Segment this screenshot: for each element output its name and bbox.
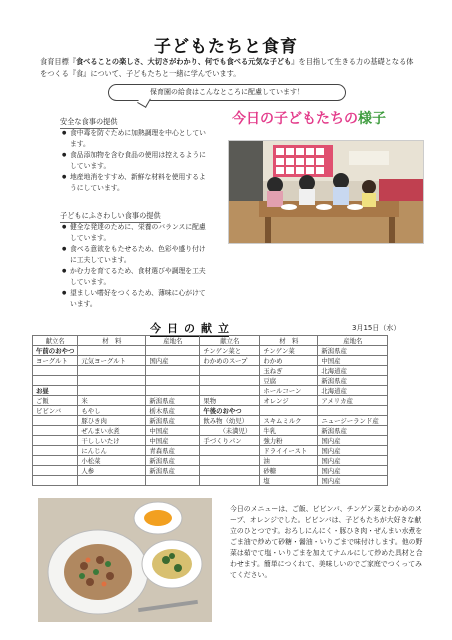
menu-cell: 国内産: [146, 356, 200, 366]
menu-cell: （未満児）: [200, 426, 260, 436]
speech-bubble: 保育園の給食はこんなところに配慮しています！: [108, 84, 346, 101]
menu-row: [33, 346, 388, 356]
menu-cell: [33, 446, 78, 456]
menu-table: [32, 335, 388, 486]
menu-cell: [78, 376, 146, 386]
menu-row: [33, 406, 388, 416]
menu-cell: 国内産: [318, 476, 388, 486]
menu-row: [33, 426, 388, 436]
menu-cell: [78, 386, 146, 396]
menu-cell: 青森県産: [146, 446, 200, 456]
menu-cell: オレンジ: [260, 396, 318, 406]
menu-cell: [200, 366, 260, 376]
menu-heading: 今日の献立: [150, 322, 235, 335]
menu-cell: [33, 456, 78, 466]
menu-cell: 新潟県産: [318, 346, 388, 356]
suitable-section-title: 子どもにふさわしい食事の提供: [60, 211, 161, 223]
menu-cell: 午後のおやつ: [200, 406, 260, 416]
intro-text: [40, 56, 420, 80]
menu-cell: ヨーグルト: [33, 356, 78, 366]
page-title: 子どもたちと食育: [154, 37, 298, 57]
menu-cell: 国内産: [318, 466, 388, 476]
menu-cell: ビビンバ: [33, 406, 78, 416]
menu-header-cell: 材 料: [260, 336, 318, 346]
menu-cell: [33, 416, 78, 426]
menu-body: [33, 346, 388, 486]
menu-cell: [200, 476, 260, 486]
menu-cell: 手づくりパン: [200, 436, 260, 446]
intro-rest: 』を目指して生きる力の基礎となる体をつくる『食』について、子どもたちと一緒に学んでいます。: [40, 57, 414, 78]
menu-cell: お昼: [33, 386, 78, 396]
menu-cell: 中国産: [146, 436, 200, 446]
menu-cell: ドライイースト: [260, 446, 318, 456]
menu-cell: 新潟県産: [146, 456, 200, 466]
menu-cell: [33, 466, 78, 476]
menu-cell: [200, 456, 260, 466]
safety-section-title: 安全な食事の提供: [60, 117, 118, 129]
menu-cell: 午前のおやつ: [33, 346, 78, 356]
menu-cell: 油: [260, 456, 318, 466]
menu-cell: にんじん: [78, 446, 146, 456]
menu-cell: 新潟県産: [318, 426, 388, 436]
menu-row: [33, 446, 388, 456]
suitable-item: ● 望ましい嗜好をつくるため、薄味に心がけています。: [62, 288, 212, 310]
menu-cell: [78, 476, 146, 486]
menu-header-cell: 献立名: [33, 336, 78, 346]
menu-cell: ニュージーランド産: [318, 416, 388, 426]
suitable-list: [62, 222, 212, 310]
menu-cell: 果物: [200, 396, 260, 406]
menu-cell: [78, 346, 146, 356]
menu-cell: [146, 346, 200, 356]
menu-cell: 新潟県産: [146, 466, 200, 476]
photo-title: [232, 108, 428, 138]
safety-list: [62, 128, 212, 194]
menu-cell: 北海道産: [318, 386, 388, 396]
menu-cell: ホールコーン: [260, 386, 318, 396]
photo-title-main: 今日の子どもたちの: [232, 111, 358, 127]
menu-cell: 元気ヨーグルト: [78, 356, 146, 366]
menu-cell: ご飯: [33, 396, 78, 406]
menu-row: [33, 376, 388, 386]
menu-header-cell: 産地名: [146, 336, 200, 346]
menu-cell: [200, 446, 260, 456]
suitable-item: ● 健全な発達のために、栄養のバランスに配慮しています。: [62, 222, 212, 244]
menu-cell: [200, 466, 260, 476]
menu-cell: 飲み物（幼児）: [200, 416, 260, 426]
menu-cell: [146, 366, 200, 376]
menu-cell: 玉ねぎ: [260, 366, 318, 376]
menu-cell: [33, 366, 78, 376]
menu-cell: 塩: [260, 476, 318, 486]
menu-date: 3月15日（水）: [352, 324, 401, 332]
menu-row: [33, 456, 388, 466]
menu-cell: [33, 476, 78, 486]
safety-item: ● 食品添加物を含む食品の使用は控えるようにしています。: [62, 150, 212, 172]
menu-cell: 中国産: [146, 426, 200, 436]
menu-cell: [33, 376, 78, 386]
menu-cell: [33, 426, 78, 436]
menu-row: [33, 386, 388, 396]
class-photo: [228, 140, 424, 244]
suitable-item: ● 食べる意欲をもたせるため、色彩や盛り付けに工夫しています。: [62, 244, 212, 266]
menu-cell: [146, 376, 200, 386]
menu-cell: わかめ: [260, 356, 318, 366]
menu-cell: [200, 386, 260, 396]
menu-cell: もやし: [78, 406, 146, 416]
intro-lead: 食育目標『: [40, 57, 76, 66]
menu-cell: [33, 436, 78, 446]
menu-row: [33, 476, 388, 486]
menu-cell: 国内産: [318, 446, 388, 456]
menu-cell: 国内産: [318, 436, 388, 446]
menu-cell: わかめのスープ: [200, 356, 260, 366]
menu-cell: 砂糖: [260, 466, 318, 476]
menu-cell: [78, 366, 146, 376]
menu-row: [33, 366, 388, 376]
menu-cell: [146, 476, 200, 486]
food-photo-image: [38, 498, 212, 622]
menu-cell: 牛乳: [260, 426, 318, 436]
menu-cell: 栃木県産: [146, 406, 200, 416]
menu-cell: [146, 386, 200, 396]
menu-header-row: [33, 336, 388, 346]
menu-row: [33, 466, 388, 476]
menu-cell: アメリカ産: [318, 396, 388, 406]
menu-cell: 豆腐: [260, 376, 318, 386]
menu-cell: 強力粉: [260, 436, 318, 446]
menu-cell: 人参: [78, 466, 146, 476]
menu-cell: [260, 406, 318, 416]
menu-row: [33, 436, 388, 446]
safety-item: ● 地産地消をすすめ、新鮮な材料を使用するようにしています。: [62, 172, 212, 194]
intro-goal: 食べることの楽しさ、大切さがわかり、何でも食べる元気な子ども: [75, 57, 292, 66]
menu-row: [33, 416, 388, 426]
menu-row: [33, 396, 388, 406]
suitable-item: ● かむ力を育てるため、食材選びや調理を工夫しています。: [62, 266, 212, 288]
menu-cell: 米: [78, 396, 146, 406]
menu-cell: 干ししいたけ: [78, 436, 146, 446]
food-photo: [38, 498, 212, 622]
class-photo-image: [229, 141, 424, 244]
menu-description: 今日のメニューは、ご飯、ビビンバ、チンゲン菜とわかめのスープ、オレンジでした。ビビンバは、子どもたちが大好きな献立のひとつです。おろしにんにく・豚ひき肉・ぜんまい水煮をごま油で炒めて砂糖・醤油・いりごまで味付けします。他の野菜は茹でて塩・いりごまを加えてナムルにして炒めた具材と合わせます。簡単につくれて、美味しいのでご家庭でつくってみてください。: [230, 505, 423, 579]
menu-cell: 北海道産: [318, 366, 388, 376]
menu-header-cell: 材 料: [78, 336, 146, 346]
menu-cell: 新潟県産: [146, 416, 200, 426]
menu-cell: 豚ひき肉: [78, 416, 146, 426]
photo-title-last: 様子: [358, 111, 386, 127]
menu-header-cell: 産地名: [318, 336, 388, 346]
menu-cell: [318, 406, 388, 416]
menu-cell: ぜんまい水煮: [78, 426, 146, 436]
menu-cell: 小松菜: [78, 456, 146, 466]
menu-cell: 新潟県産: [318, 376, 388, 386]
menu-cell: チンゲン菜と: [200, 346, 260, 356]
menu-cell: チンゲン菜: [260, 346, 318, 356]
menu-cell: 国内産: [318, 456, 388, 466]
menu-cell: 新潟県産: [146, 396, 200, 406]
menu-header-cell: 献立名: [200, 336, 260, 346]
menu-cell: スキムミルク: [260, 416, 318, 426]
menu-cell: 中国産: [318, 356, 388, 366]
menu-row: [33, 356, 388, 366]
menu-cell: [200, 376, 260, 386]
safety-item: ● 食中毒を防ぐために加熱調理を中心としています。: [62, 128, 212, 150]
